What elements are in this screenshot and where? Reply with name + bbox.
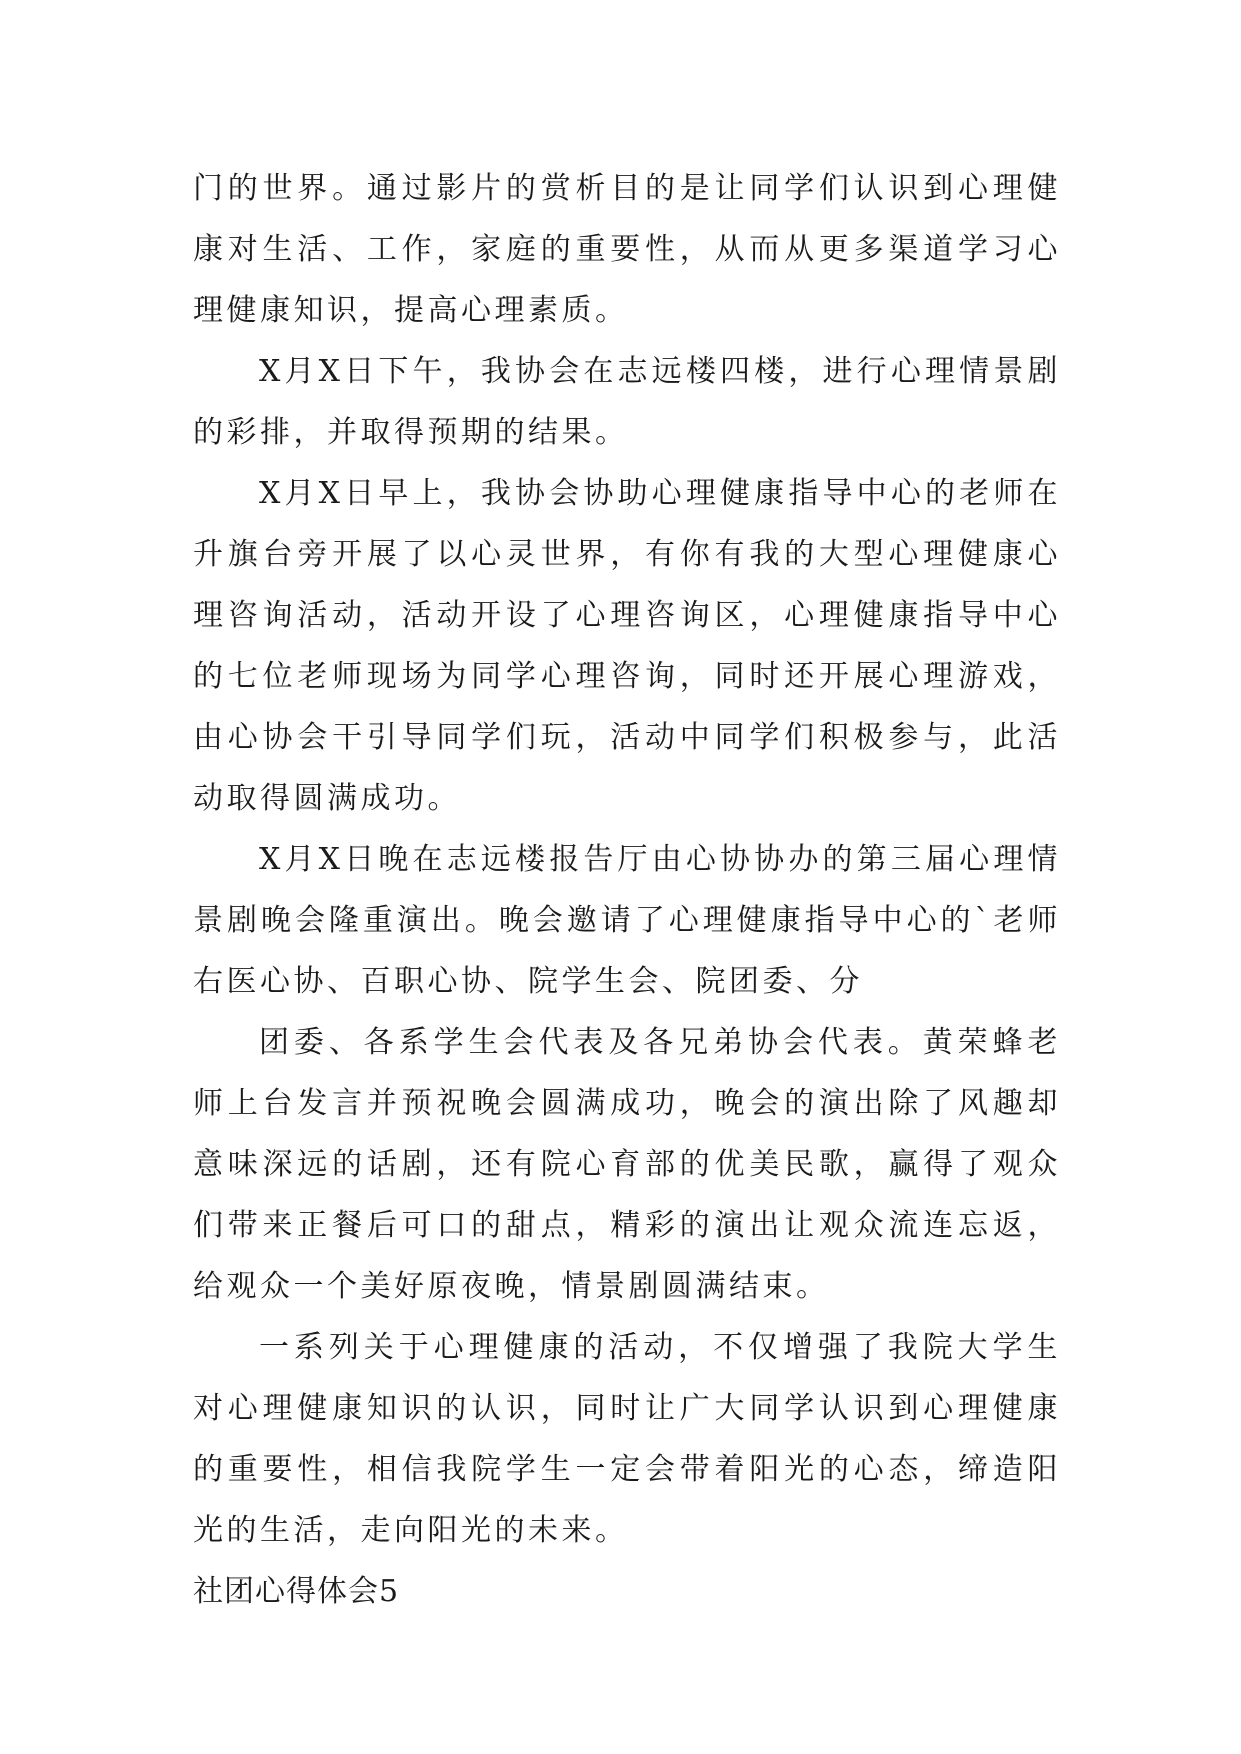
paragraph-5: 团委、各系学生会代表及各兄弟协会代表。黄荣蜂老师上台发言并预祝晚会圆满成功，晚会的演出除了风趣却意味深远的话剧，还有院心育部的优美民歌，赢得了观众们带来正餐后可口的甜点，精彩的演出让观众流连忘返，给观众一个美好原夜晚，情景剧圆满结束。	[193, 1025, 1061, 1304]
paragraph-3: X月X日早上，我协会协助心理健康指导中心的老师在升旗台旁开展了以心灵世界，有你有我的大型心理健康心理咨询活动，活动开设了心理咨询区，心理健康指导中心的七位老师现场为同学心理咨询，同时还开展心理游戏，由心协会干引导同学们玩，活动中同学们积极参与，此活动取得圆满成功。	[193, 476, 1061, 816]
document-body	[193, 158, 1061, 1622]
paragraph-6: 一系列关于心理健康的活动，不仅增强了我院大学生对心理健康知识的认识，同时让广大同学认识到心理健康的重要性，相信我院学生一定会带着阳光的心态，缔造阳光的生活，走向阳光的未来。	[193, 1330, 1061, 1548]
paragraph-1: 门的世界。通过影片的赏析目的是让同学们认识到心理健康对生活、工作，家庭的重要性，从而从更多渠道学习心理健康知识，提高心理素质。	[193, 171, 1061, 328]
section-heading: 社团心得体会5	[193, 1574, 400, 1609]
paragraph-2: X月X日下午，我协会在志远楼四楼，进行心理情景剧的彩排，并取得预期的结果。	[193, 354, 1061, 450]
paragraph-4: X月X日晚在志远楼报告厅由心协协办的第三届心理情景剧晚会隆重演出。晚会邀请了心理健康指导中心的`老师右医心协、百职心协、院学生会、院团委、分	[193, 842, 1061, 999]
